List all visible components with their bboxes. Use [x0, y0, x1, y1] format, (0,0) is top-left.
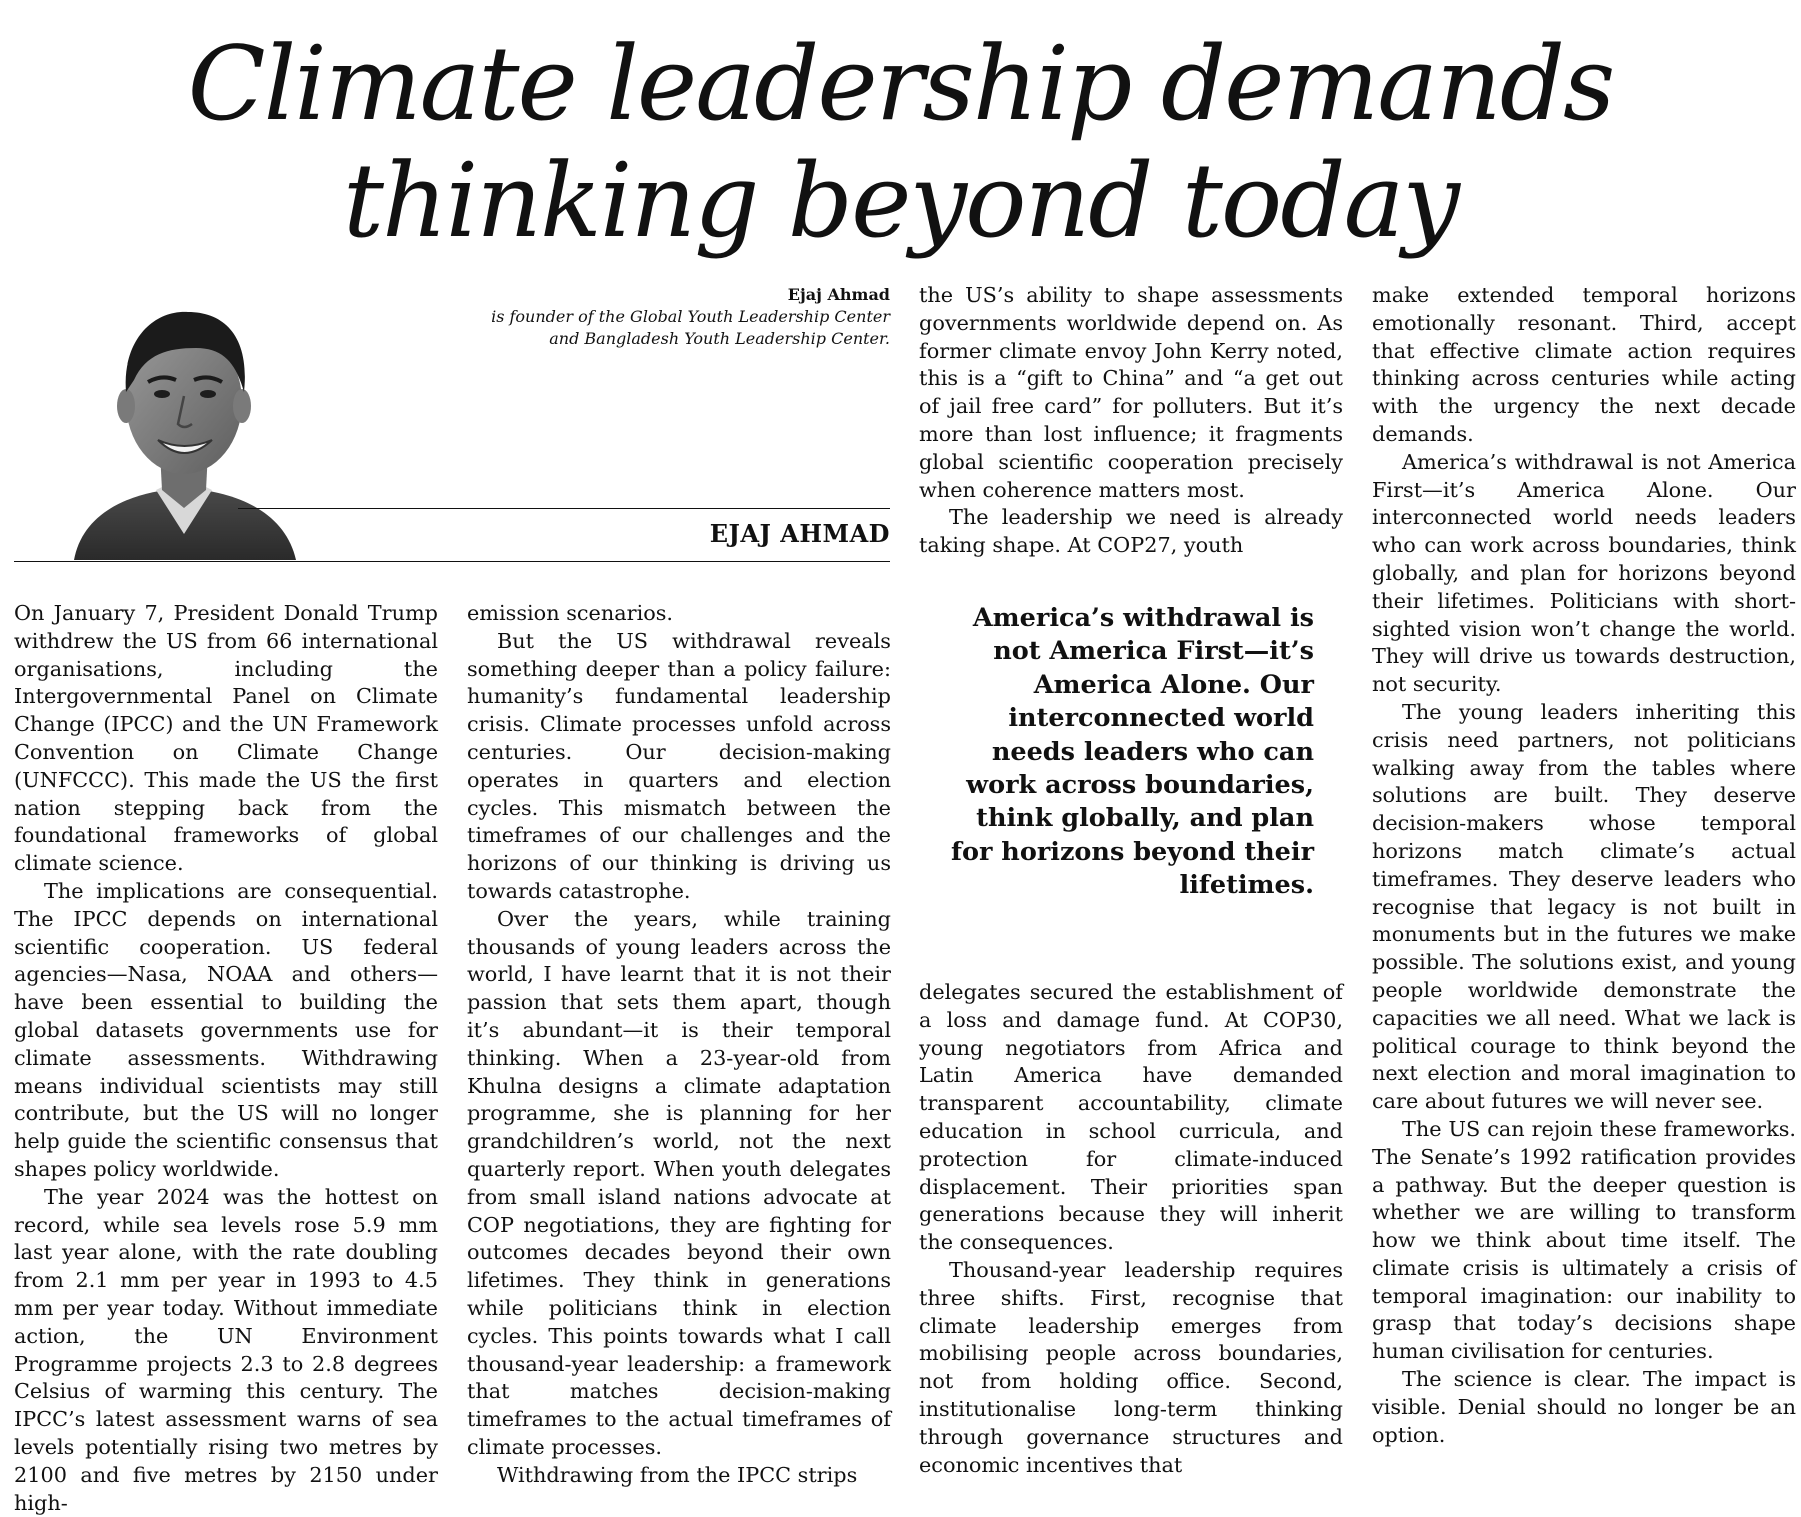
author-role-line-2: and Bangladesh Youth Leadership Center.: [549, 329, 890, 348]
paragraph: delegates secured the establishment of a loss and damage fund. At COP30, young negotiators from Africa and Latin America have demanded transparent accountability, climate education in school curricula, and protection for climate-induced displacement. Their priorities span generations because they will inherit the consequences.: [919, 980, 1343, 1255]
paragraph: On January 7, President Donald Trump withdrew the US from 66 international organisations, including the Intergovernmental Panel on Climate Change (IPCC) and the UN Framework Convention on Climate Change (UNFCCC). This made the US the first nation stepping back from the foundational frameworks of global climate science.: [14, 601, 438, 876]
article-column-1: [14, 600, 438, 1517]
pull-quote: America’s withdrawal is not America First—it’s America Alone. Our interconnected world needs leaders who can work across boundaries, think globally, and plan for horizons beyond their lifetimes.: [950, 603, 1314, 901]
author-info: [440, 284, 890, 350]
headline-line-1: Climate leadership demands: [187, 25, 1614, 144]
author-role: [440, 306, 890, 350]
byline-rule: [238, 508, 890, 509]
author-role-line-1: is founder of the Global Youth Leadership Center: [491, 307, 890, 326]
paragraph: The year 2024 was the hottest on record, while sea levels rose 5.9 mm last year alone, with the rate doubling from 2.1 mm per year in 1993 to 4.5 mm per year today. Without immediate action, the UN Environment Programme projects 2.3 to 2.8 degrees Celsius of warming this century. The IPCC’s latest assessment warns of sea levels potentially rising two metres by 2100 and five metres by 2150 under high-: [14, 1184, 438, 1515]
paragraph: the US’s ability to shape assessments governments worldwide depend on. As former climate envoy John Kerry noted, this is a “gift to China” and “a get out of jail free card” for polluters. But it’s more than lost influence; it fragments global scientific cooperation precisely when coherence matters most.: [919, 283, 1343, 502]
paragraph: The leadership we need is already taking shape. At COP27, youth: [919, 505, 1343, 558]
article-headline: [0, 26, 1801, 260]
section-divider: [14, 561, 890, 562]
paragraph: Over the years, while training thousands of young leaders across the world, I have learnt that it is not their passion that sets them apart, though it’s abundant—it is their temporal thinking. When a 23-year-old from Khulna designs a climate adaptation programme, she is planning for her grandchildren’s world, not the next quarterly report. When youth delegates from small island nations advocate at COP negotiations, they are fighting for outcomes decades beyond their own lifetimes. They think in generations while politicians think in election cycles. This points towards what I call thousand-year leadership: a framework that matches decision-making timeframes to the actual timeframes of climate processes.: [467, 906, 891, 1459]
paragraph: Withdrawing from the IPCC strips: [497, 1462, 858, 1487]
author-photo: [64, 284, 304, 560]
paragraph: But the US withdrawal reveals something deeper than a policy failure: humanity’s fundamental leadership crisis. Climate processes unfold across centuries. Our decision-making operates in quarters and election cycles. This mismatch between the timeframes of our challenges and the horizons of our thinking is driving us towards catastrophe.: [467, 628, 891, 903]
headline-line-2: thinking beyond today: [342, 142, 1459, 261]
paragraph: emission scenarios.: [467, 601, 674, 625]
paragraph: The US can rejoin these frameworks. The Senate’s 1992 ratification provides a pathway. But the deeper question is whether we are willing to transform how we think about time itself. The climate crisis is ultimately a crisis of temporal imagination: our inability to grasp that today’s decisions shape human civilisation for centuries.: [1372, 1116, 1796, 1364]
article-column-3-bottom: [919, 979, 1343, 1479]
article-column-4: [1372, 282, 1796, 1449]
article-column-2: [467, 600, 891, 1490]
paragraph: The implications are consequential. The IPCC depends on international scientific cooperation. US federal agencies—Nasa, NOAA and others—have been essential to building the global datasets governments use for climate assessments. Withdrawing means individual scientists may still contribute, but the US will no longer help guide the scientific consensus that shapes policy worldwide.: [14, 878, 438, 1181]
paragraph: The science is clear. The impact is visible. Denial should no longer be an option.: [1372, 1367, 1796, 1447]
paragraph: make extended temporal horizons emotionally resonant. Third, accept that effective climate action requires thinking across centuries while acting with the urgency the next decade demands.: [1372, 283, 1796, 446]
byline: EJAJ AHMAD: [709, 519, 890, 548]
paragraph: The young leaders inheriting this crisis need partners, not politicians walking away from the tables where solutions are built. They deserve decision-makers whose temporal horizons match climate’s actual timeframes. They deserve leaders who recognise that legacy is not built in monuments but in the futures we make possible. The solutions exist, and young people worldwide demonstrate the capacities we all need. What we lack is political courage to think beyond the next election and moral imagination to care about futures we will never see.: [1372, 699, 1796, 1114]
paragraph: Thousand-year leadership requires three shifts. First, recognise that climate leadership emerges from mobilising people across boundaries, not from holding office. Second, institutionalise long-term thinking through governance structures and economic incentives that: [919, 1257, 1343, 1477]
paragraph: America’s withdrawal is not America First—it’s America Alone. Our interconnected world needs leaders who can work across boundaries, think globally, and plan for horizons beyond their lifetimes. Politicians with short-sighted vision won’t change the world. They will drive us towards destruction, not security.: [1372, 449, 1796, 697]
article-column-3-top: [919, 282, 1343, 560]
author-name: Ejaj Ahmad: [787, 285, 890, 304]
